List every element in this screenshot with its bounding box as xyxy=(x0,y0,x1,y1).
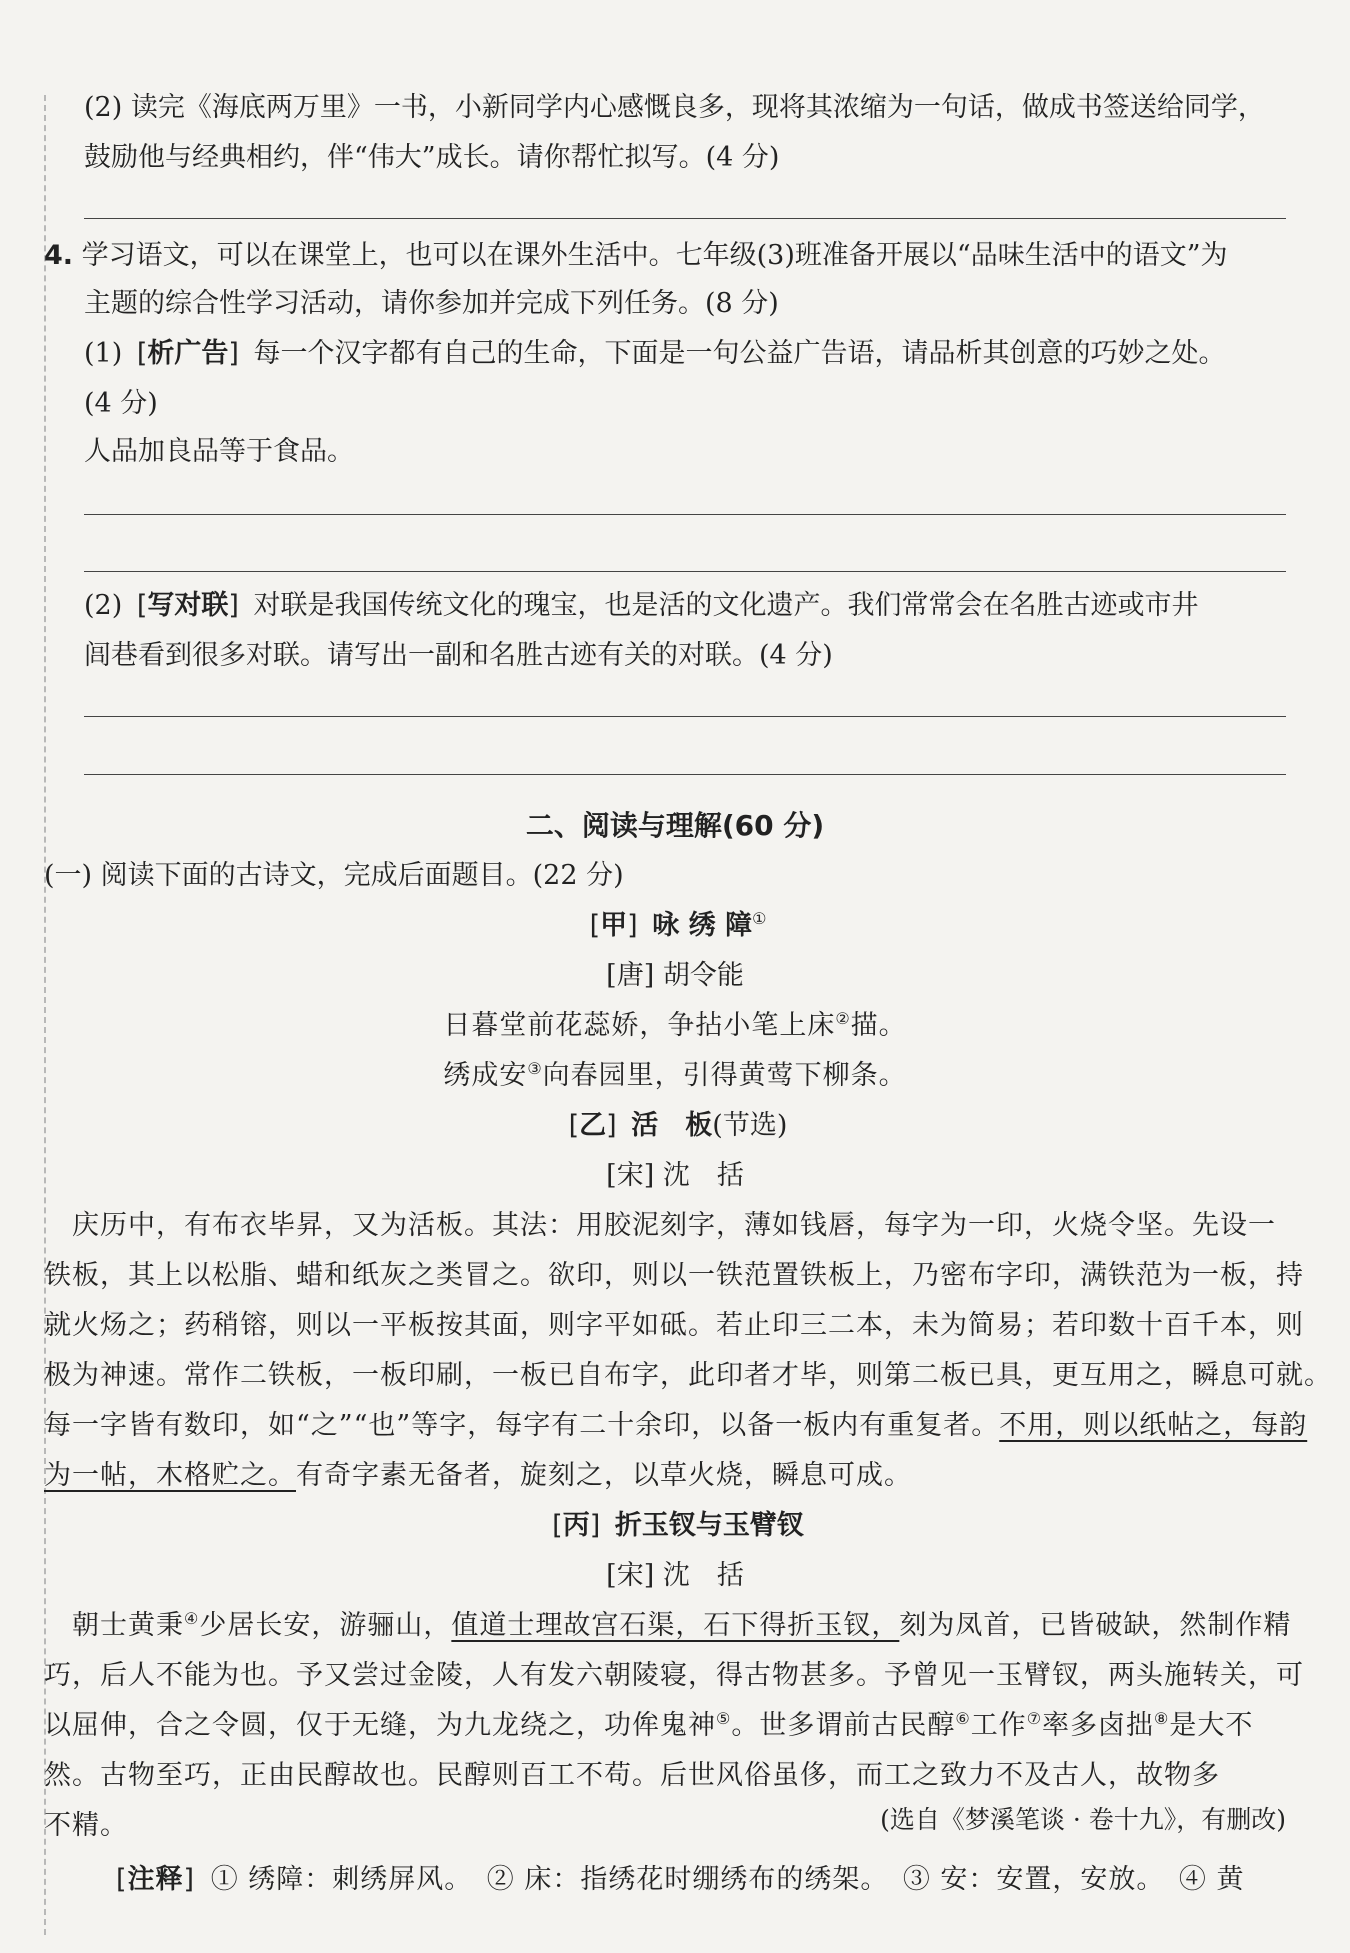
passage-text: 有奇字素无备者，旋刻之，以草火烧，瞬息可成。 xyxy=(296,1460,912,1491)
q3-sub2-line1: (2) 读完《海底两万里》一书，小新同学内心感慨良多，现将其浓缩为一句话，做成书签送给同学， xyxy=(84,92,1265,123)
passage-bing-title xyxy=(0,1506,1350,1546)
passage-yi-line: 庆历中，有布衣毕昇，又为活板。其法：用胶泥刻字，薄如钱唇，每字为一印，火烧令坚。先设一 xyxy=(44,1210,1276,1241)
q4-sub2-line1 xyxy=(84,586,1199,626)
task-tag: [ 写对联 ] xyxy=(131,586,245,626)
passage-title: 折玉钗与玉臂钗 xyxy=(614,1510,804,1541)
passage-yi-author: [宋] 沈 括 xyxy=(606,1160,744,1191)
passage-text: 刻为凤首，已皆破缺，然制作精 xyxy=(899,1610,1292,1641)
poem-text: 日暮堂前花蕊娇，争拈小笔上床 xyxy=(443,1010,836,1041)
poem-jia-author: [唐] 胡令能 xyxy=(606,960,744,991)
passage-text: 朝士黄秉 xyxy=(44,1610,184,1641)
passage-bing-line xyxy=(44,1706,1253,1746)
poem-jia-title xyxy=(0,906,1350,946)
passage-text: 少居长安，游骊山， xyxy=(199,1610,452,1641)
passage-tag: [ 乙 ] xyxy=(563,1106,623,1146)
underlined-sentence: 值道士理故宫石渠，石下得折玉钗， xyxy=(451,1610,900,1641)
passage-text: 。世多谓前古民醇 xyxy=(731,1710,956,1741)
task-tag: [ 析广告 ] xyxy=(131,334,245,374)
passage-tag: [ 丙 ] xyxy=(546,1506,606,1546)
poem-jia-line2 xyxy=(0,1056,1350,1096)
footnote-marker: ⑤ xyxy=(716,1709,732,1728)
q4-sub1-line1 xyxy=(84,334,1226,374)
answer-line[interactable] xyxy=(84,571,1286,572)
passage-text: 以屈伸，合之令圆，仅于无缝，为九龙绕之，功侔鬼神 xyxy=(44,1710,716,1741)
passage-bing-line: 然。古物至巧，正由民醇故也。民醇则百工不苟。后世风俗虽侈，而工之致力不及古人，故物多 xyxy=(44,1760,1220,1791)
q4-sub2-line2: 闾巷看到很多对联。请写出一副和名胜古迹有关的对联。(4 分) xyxy=(84,640,833,671)
poem-text: 描。 xyxy=(850,1010,907,1041)
q4-sub1-line2: (4 分) xyxy=(84,388,158,419)
passage-title: 活 板 xyxy=(631,1110,713,1141)
passage-bing-line: 巧，后人不能为也。予又尝过金陵，人有发六朝陵寝，得古物甚多。予曾见一玉臂钗，两头施转关，可 xyxy=(44,1660,1304,1691)
passage-text: 率多卤拙 xyxy=(1042,1710,1155,1741)
underlined-sentence: 为一帖，木格贮之。 xyxy=(44,1460,296,1491)
footnote-marker: ② xyxy=(835,1009,851,1028)
passage-source: (选自《梦溪笔谈 · 卷十九》，有删改) xyxy=(880,1805,1286,1834)
section-title: 二、阅读与理解(60 分) xyxy=(525,809,825,842)
answer-line[interactable] xyxy=(84,514,1286,515)
notes-text: ① 绣障：刺绣屏风。 ② 床：指绣花时绷绣布的绣架。 ③ 安：安置，安放。 ④ 黄 xyxy=(210,1864,1245,1895)
answer-line[interactable] xyxy=(84,716,1286,717)
passage-bing-author: [宋] 沈 括 xyxy=(606,1560,744,1591)
footnote-marker: ① xyxy=(752,909,767,928)
passage-tag: [ 甲 ] xyxy=(584,906,644,946)
passage-yi-title xyxy=(0,1106,1350,1146)
sub2-text: 对联是我国传统文化的瑰宝，也是活的文化遗产。我们常常会在名胜古迹或市井 xyxy=(253,590,1199,621)
passage-text: 工作 xyxy=(970,1710,1027,1741)
passage-yi-line: 就火炀之；药稍镕，则以一平板按其面，则字平如砥。若止印三二本，未为简易；若印数十百千本，则 xyxy=(44,1310,1304,1341)
passage-text: 是大不 xyxy=(1169,1710,1254,1741)
ad-slogan: 人品加良品等于食品。 xyxy=(84,436,354,467)
q3-sub2-line2: 鼓励他与经典相约，伴“伟大”成长。请你帮忙拟写。(4 分) xyxy=(84,142,780,173)
answer-line[interactable] xyxy=(84,218,1286,219)
footnote-marker: ⑥ xyxy=(955,1709,971,1728)
q4-line1 xyxy=(44,236,1228,276)
footnote-marker: ⑦ xyxy=(1026,1709,1043,1728)
underlined-sentence: 不用，则以纸帖之，每韵 xyxy=(999,1410,1308,1441)
passage-text: 每一字皆有数印，如“之”“也”等字，每字有二十余印，以备一板内有重复者。 xyxy=(44,1410,1000,1441)
passage-yi-line: 铁板，其上以松脂、蜡和纸灰之类冒之。欲印，则以一铁范置铁板上，乃密布字印，满铁范为一板，持 xyxy=(44,1260,1304,1291)
passage-title-suffix: (节选) xyxy=(712,1110,788,1141)
sub1-text: 每一个汉字都有自己的生命，下面是一句公益广告语，请品析其创意的巧妙之处。 xyxy=(253,338,1226,369)
sub2-prefix: (2) xyxy=(84,590,123,621)
annotations xyxy=(110,1860,1245,1900)
poem-title: 咏 绣 障 xyxy=(652,910,753,941)
footnote-marker: ③ xyxy=(527,1059,543,1078)
poem-text: 向春园里，引得黄莺下柳条。 xyxy=(542,1060,907,1091)
passage-yi-line xyxy=(44,1406,1307,1446)
sub1-prefix: (1) xyxy=(84,338,123,369)
passage-bing-line: 不精。 xyxy=(44,1810,128,1841)
passage-yi-line: 极为神速。常作二铁板，一板印刷，一板已自布字，此印者才毕，则第二板已具，更互用之，瞬息可就。 xyxy=(44,1360,1332,1391)
passage-bing-line xyxy=(44,1606,1291,1646)
passage-yi-line xyxy=(44,1456,912,1496)
poem-jia-line1 xyxy=(0,1006,1350,1046)
answer-line[interactable] xyxy=(84,774,1286,775)
notes-tag: [ 注释 ] xyxy=(110,1860,201,1900)
poem-text: 绣成安 xyxy=(443,1060,528,1091)
question-number: 4. xyxy=(44,240,74,271)
q4-text: 学习语文，可以在课堂上，也可以在课外生活中。七年级(3)班准备开展以“品味生活中的语文”为 xyxy=(81,240,1228,271)
footnote-marker: ⑧ xyxy=(1154,1709,1170,1728)
reading-intro: (一) 阅读下面的古诗文，完成后面题目。(22 分) xyxy=(44,860,624,891)
q4-line2: 主题的综合性学习活动，请你参加并完成下列任务。(8 分) xyxy=(84,288,779,319)
footnote-marker: ④ xyxy=(184,1609,200,1628)
